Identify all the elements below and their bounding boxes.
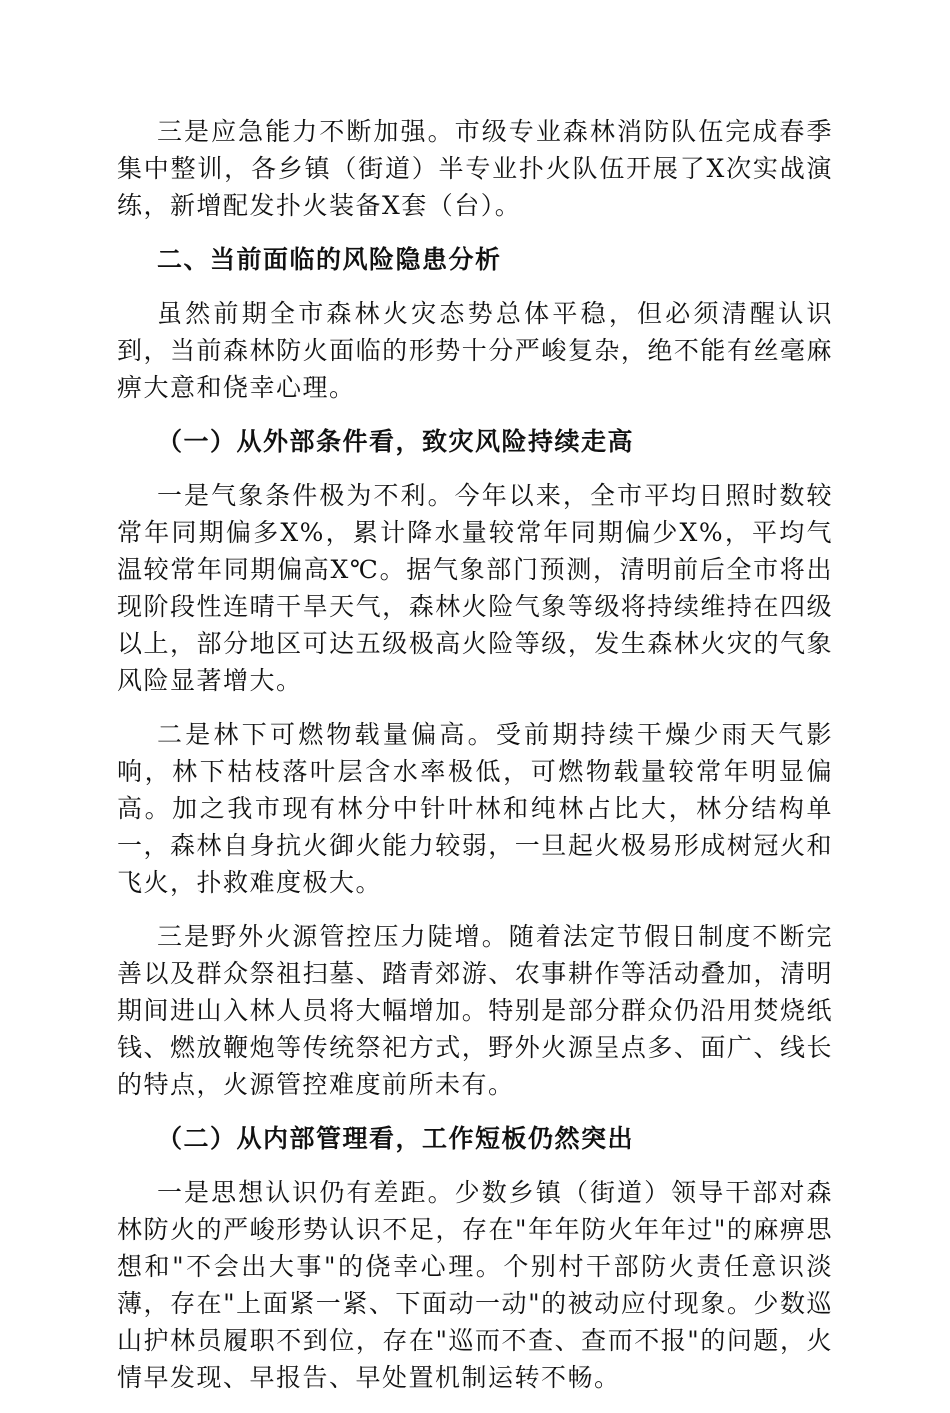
paragraph-awareness-gap: 一是思想认识仍有差距。少数乡镇（街道）领导干部对森林防火的严峻形势认识不足，存在"年年防火年年过"的麻痹思想和"不会出大事"的侥幸心理。个别村干部防火责任意识淡薄，存在"上面紧一紧、下面动一动"的被动应付现象。少数巡山护林员履职不到位，存在"巡而不查、查而不报"的问题，火情早发现、早报告、早处置机制运转不畅。	[117, 1178, 833, 1392]
paragraph-fire-source-control: 三是野外火源管控压力陡增。随着法定节假日制度不断完善以及群众祭祖扫墓、踏青郊游、农事耕作等活动叠加，清明期间进山入林人员将大幅增加。特别是部分群众仍沿用焚烧纸钱、燃放鞭炮等传统祭祀方式，野外火源呈点多、面广、线长的特点，火源管控难度前所未有。	[117, 922, 833, 1099]
paragraph-fuel-load: 二是林下可燃物载量偏高。受前期持续干燥少雨天气影响，林下枯枝落叶层含水率极低，可燃物载量较常年明显偏高。加之我市现有林分中针叶林和纯林占比大，林分结构单一，森林自身抗火御火能力较弱，一旦起火极易形成树冠火和飞火，扑救难度极大。	[117, 720, 833, 897]
section-heading-risk-analysis: 二、当前面临的风险隐患分析	[157, 245, 502, 274]
paragraph-emergency-capability: 三是应急能力不断加强。市级专业森林消防队伍完成春季集中整训，各乡镇（街道）半专业扑火队伍开展了X次实战演练，新增配发扑火装备X套（台）。	[117, 117, 833, 220]
paragraph-overall-situation: 虽然前期全市森林火灾态势总体平稳，但必须清醒认识到，当前森林防火面临的形势十分严峻复杂，绝不能有丝毫麻痹大意和侥幸心理。	[117, 299, 833, 402]
document-body	[117, 113, 833, 1413]
subheading-internal-management: （二）从内部管理看，工作短板仍然突出	[157, 1124, 635, 1153]
paragraph-weather-conditions: 一是气象条件极为不利。今年以来，全市平均日照时数较常年同期偏多X%，累计降水量较常年同期偏少X%，平均气温较常年同期偏高X℃。据气象部门预测，清明前后全市将出现阶段性连晴干旱天气，森林火险气象等级将持续维持在四级以上，部分地区可达五级极高火险等级，发生森林火灾的气象风险显著增大。	[117, 481, 833, 695]
subheading-external-conditions: （一）从外部条件看，致灾风险持续走高	[157, 427, 635, 456]
